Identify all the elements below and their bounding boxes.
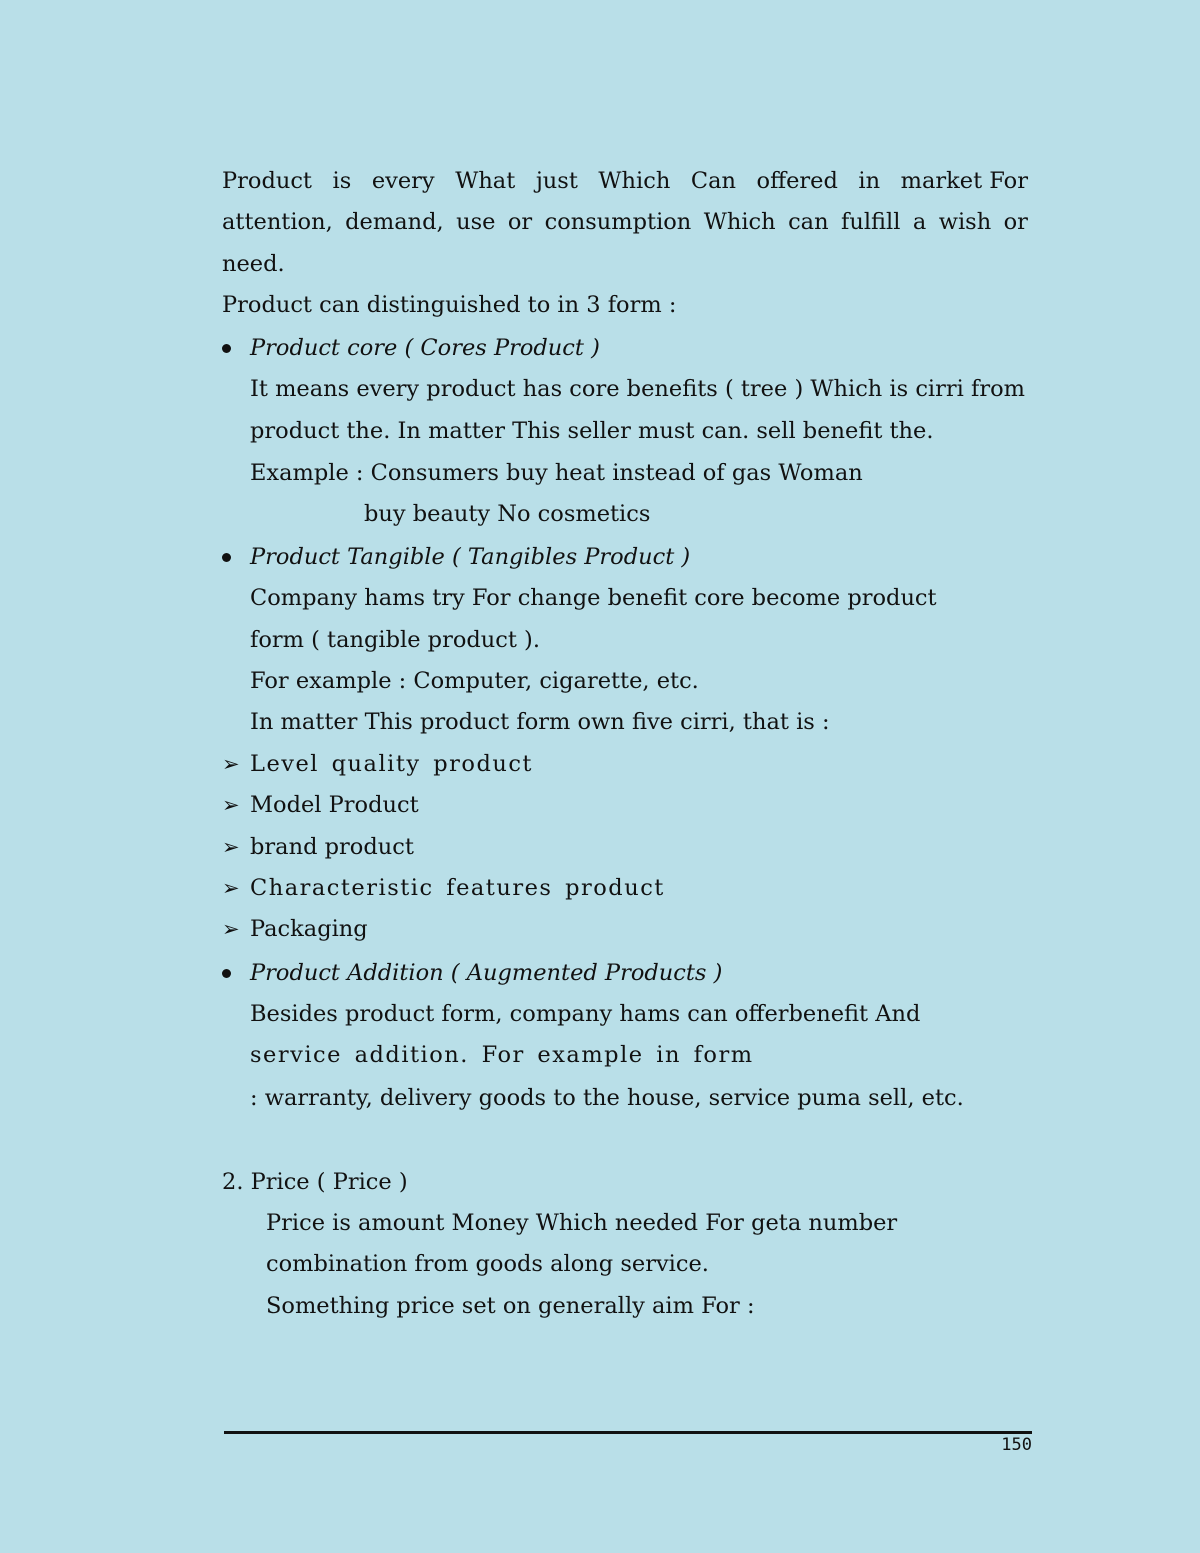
list-item: Packaging [250,916,368,942]
paragraph-line-2 [222,207,1028,237]
word: or [507,209,533,235]
price-line-1: Price is amount Money Which needed For geta number [266,1210,898,1236]
word: Which [703,209,776,235]
augmented-line-1: Besides product form, company hams can offerbenefit And [250,1001,921,1027]
word: use [456,209,496,235]
list-item: Model Product [250,792,419,818]
word: is [332,168,352,194]
word: can [788,209,829,235]
augmented-line-2: service addition. For example in form [250,1042,754,1068]
arrow-bullet-icon: ➢ [222,752,240,776]
list-item: Level quality product [250,751,533,777]
word: fulfill [841,209,901,235]
bullet-icon [222,344,231,353]
word: Can [690,168,736,194]
word: just [535,168,578,194]
arrow-bullet-icon: ➢ [222,793,240,817]
augmented-line-3: : warranty, delivery goods to the house, service puma sell, etc. [250,1085,964,1111]
core-line-1: It means every product has core benefits ( tree ) Which is cirri from [250,376,1025,402]
arrow-bullet-icon: ➢ [222,835,240,859]
bullet-icon [222,969,231,978]
core-example-2: buy beauty No cosmetics [364,501,651,527]
word: demand, [345,209,444,235]
page-number: 150 [1001,1435,1032,1455]
word: consumption [544,209,692,235]
arrow-bullet-icon: ➢ [222,917,240,941]
word: Which [598,168,671,194]
word: every [371,168,435,194]
section-heading-price: 2. Price ( Price ) [222,1169,408,1195]
core-example-1: Example : Consumers buy heat instead of gas Woman [250,460,863,486]
word: attention, [222,209,333,235]
price-line-2: combination from goods along service. [266,1251,709,1277]
word: a [912,209,927,235]
list-item: brand product [250,834,414,860]
arrow-bullet-icon: ➢ [222,876,240,900]
tangible-line-2: form ( tangible product ). [250,627,540,653]
section-heading-core: Product core ( Cores Product ) [250,335,600,361]
tangible-line-1: Company hams try For change benefit core become product [250,585,937,611]
word: market For [900,168,1028,194]
section-heading-tangible: Product Tangible ( Tangibles Product ) [250,544,691,570]
intro-text: Product can distinguished to in 3 form : [222,292,677,318]
footer-rule [224,1431,1032,1434]
list-item: Characteristic features product [250,875,665,901]
price-line-3: Something price set on generally aim For : [266,1293,755,1319]
tangible-example: For example : Computer, cigarette, etc. [250,668,699,694]
section-heading-augmented: Product Addition ( Augmented Products ) [250,960,723,986]
core-line-2: product the. In matter This seller must can. sell benefit the. [250,418,934,444]
word: offered [756,168,838,194]
bullet-icon [222,553,231,562]
word: in [858,168,881,194]
word: Product [222,168,312,194]
paragraph-line-3: need. [222,251,285,277]
tangible-line-3: In matter This product form own five cirri, that is : [250,709,830,735]
word: wish [938,209,992,235]
word: or [1003,209,1028,235]
word: What [455,168,516,194]
paragraph-line-1 [222,166,1028,196]
